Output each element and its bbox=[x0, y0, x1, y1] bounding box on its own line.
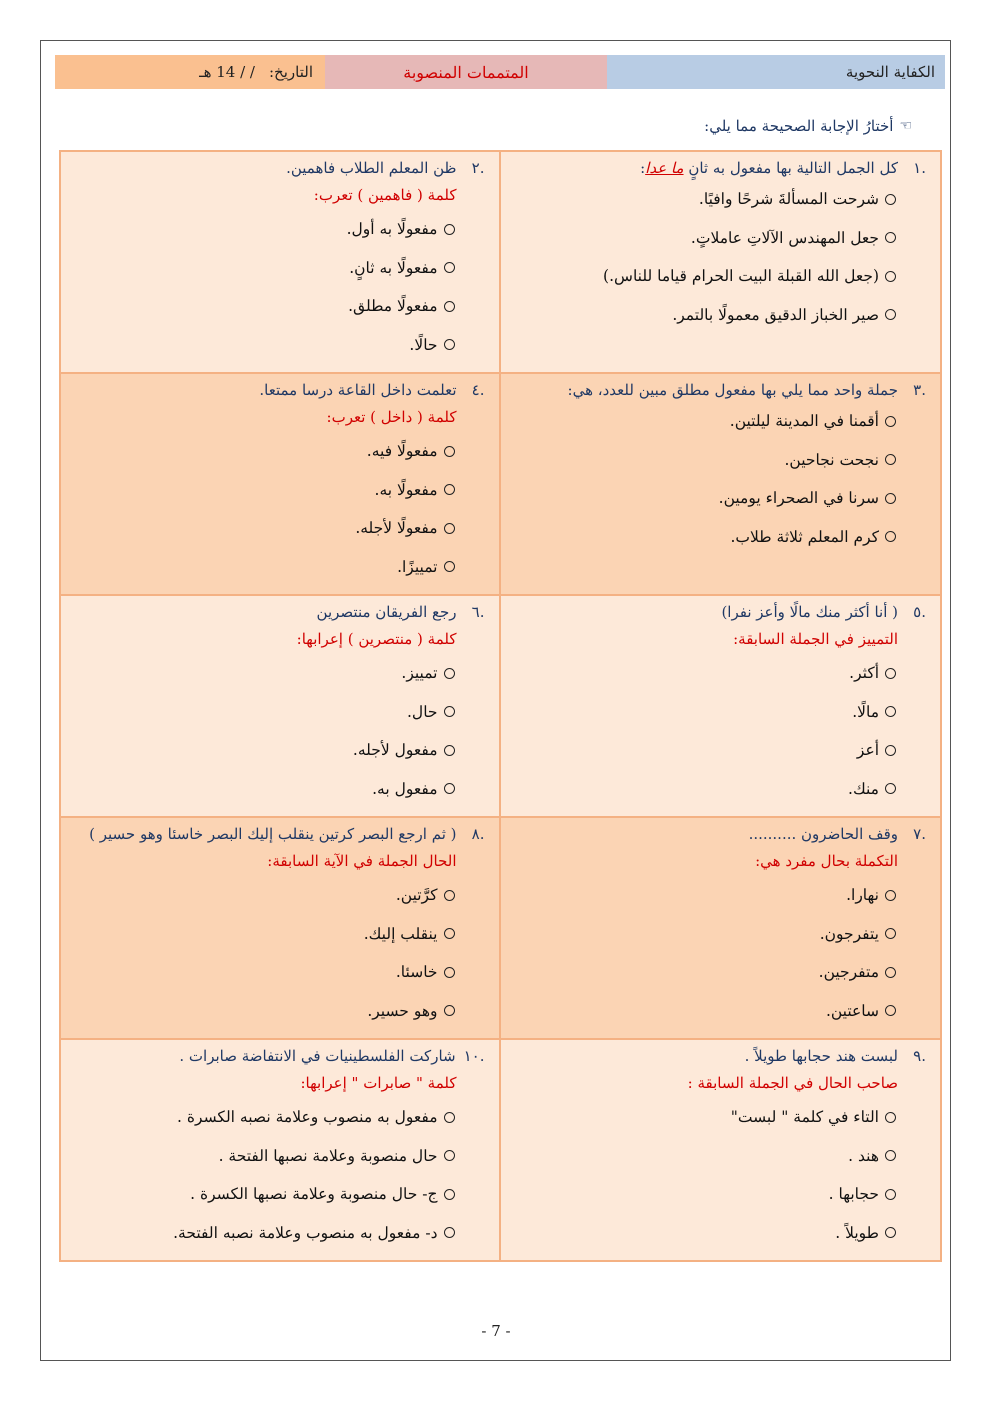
answer-option[interactable] bbox=[75, 770, 485, 809]
radio-circle-icon[interactable] bbox=[444, 745, 455, 756]
answer-option[interactable] bbox=[515, 654, 927, 693]
question-text bbox=[640, 156, 898, 180]
question-number: .٩ bbox=[913, 1047, 926, 1065]
answer-option[interactable] bbox=[515, 992, 927, 1031]
table-row bbox=[61, 816, 940, 1038]
question-text bbox=[317, 600, 457, 624]
question-number: .٥ bbox=[913, 603, 926, 621]
radio-circle-icon[interactable] bbox=[885, 416, 896, 427]
answer-option-label: أكثر. bbox=[849, 664, 879, 682]
radio-circle-icon[interactable] bbox=[444, 783, 455, 794]
answer-option-label: مالًا. bbox=[852, 702, 879, 721]
question-text bbox=[89, 822, 456, 846]
answer-option[interactable] bbox=[75, 1175, 485, 1214]
radio-circle-icon[interactable] bbox=[885, 194, 896, 205]
question-text-main: لبست هند حجابها طويلاً . bbox=[744, 1047, 898, 1065]
question-cell bbox=[501, 596, 941, 816]
question-text-main: تعلمت داخل القاعة درسا ممتعا. bbox=[259, 381, 457, 399]
answer-option-label: منك. bbox=[848, 779, 879, 798]
question-stem bbox=[75, 822, 485, 846]
question-text-suffix: : bbox=[640, 159, 646, 177]
date-value: / / 14 هـ bbox=[199, 63, 255, 81]
radio-circle-icon[interactable] bbox=[885, 1112, 896, 1123]
answer-option[interactable] bbox=[75, 548, 485, 587]
answer-option-label: د- مفعول به منصوب وعلامة نصبه الفتحة. bbox=[173, 1223, 438, 1242]
question-text bbox=[749, 822, 898, 846]
answer-option[interactable] bbox=[75, 1137, 485, 1176]
answer-option[interactable] bbox=[75, 432, 485, 471]
instruction-text: أختارُ الإجابة الصحيحة مما يلي: bbox=[704, 117, 894, 135]
answer-option-label: تمييز. bbox=[401, 664, 438, 682]
answer-option-label: مفعولًا مطلق. bbox=[348, 297, 438, 315]
question-number: .٢ bbox=[471, 159, 485, 177]
answer-option-label: تمييزًا. bbox=[397, 557, 438, 576]
answer-option-label: (جعل الله القبلة البيت الحرام قياما للناس.) bbox=[603, 267, 879, 285]
radio-circle-icon[interactable] bbox=[885, 1005, 896, 1016]
answer-option-label: حجابها . bbox=[828, 1185, 879, 1203]
question-cell bbox=[61, 818, 501, 1038]
radio-circle-icon[interactable] bbox=[885, 745, 896, 756]
answer-option[interactable] bbox=[75, 731, 485, 770]
question-stem bbox=[515, 822, 927, 846]
radio-circle-icon[interactable] bbox=[885, 531, 896, 542]
subject-title: الكفاية النحوية bbox=[845, 63, 935, 81]
question-number: .٣ bbox=[913, 381, 926, 399]
answer-option-label: مفعولًا به. bbox=[374, 480, 438, 499]
question-number: .١٠ bbox=[463, 1047, 485, 1065]
answer-option[interactable] bbox=[515, 479, 927, 518]
answer-option[interactable] bbox=[515, 441, 927, 480]
table-row bbox=[61, 372, 940, 594]
table-row bbox=[61, 152, 940, 372]
question-stem bbox=[515, 156, 927, 180]
question-number: .١ bbox=[913, 159, 926, 177]
question-text bbox=[745, 1044, 898, 1068]
radio-circle-icon[interactable] bbox=[444, 446, 455, 457]
answer-option[interactable] bbox=[75, 876, 485, 915]
answer-option[interactable] bbox=[75, 509, 485, 548]
question-text-main: ظن المعلم الطلاب فاهمين. bbox=[286, 159, 457, 177]
question-text-main: كل الجمل التالية بها مفعول به ثانٍ bbox=[688, 159, 898, 177]
answer-option-label: جعل المهندس الآلاتِ عاملاتٍ. bbox=[690, 228, 879, 247]
question-cell bbox=[61, 152, 501, 372]
question-cell bbox=[501, 374, 941, 594]
answer-option-label: هند . bbox=[848, 1146, 879, 1165]
radio-circle-icon[interactable] bbox=[444, 890, 455, 901]
radio-circle-icon[interactable] bbox=[444, 1150, 455, 1161]
answer-option[interactable] bbox=[515, 1137, 927, 1176]
topic-title: المتممات المنصوبة bbox=[403, 62, 529, 82]
exception-phrase: ما عدا bbox=[645, 159, 684, 177]
answer-option-label: كرَّتين. bbox=[395, 886, 438, 904]
radio-circle-icon[interactable] bbox=[444, 1227, 455, 1238]
radio-circle-icon[interactable] bbox=[444, 339, 455, 350]
question-text bbox=[286, 156, 456, 180]
answer-option-label: التاء في كلمة " لبست" bbox=[730, 1108, 879, 1126]
radio-circle-icon[interactable] bbox=[885, 783, 896, 794]
answer-option-label: أقمنا في المدينة ليلتين. bbox=[729, 412, 879, 430]
answer-option[interactable] bbox=[515, 1098, 927, 1137]
question-cell bbox=[61, 374, 501, 594]
table-row bbox=[61, 594, 940, 816]
answer-option-label: كرم المعلم ثلاثة طلاب. bbox=[730, 527, 879, 546]
answer-option-label: متفرجين. bbox=[818, 963, 879, 981]
radio-circle-icon[interactable] bbox=[444, 668, 455, 679]
question-text bbox=[568, 378, 898, 402]
question-stem bbox=[515, 600, 927, 624]
answer-option[interactable] bbox=[515, 876, 927, 915]
radio-circle-icon[interactable] bbox=[444, 523, 455, 534]
question-subprompt: كلمة ( داخل ) تعرب: bbox=[326, 408, 457, 426]
answer-option[interactable] bbox=[75, 326, 485, 365]
answer-option-label: صير الخباز الدقيق معمولًا بالتمر. bbox=[672, 305, 879, 324]
radio-circle-icon[interactable] bbox=[444, 706, 455, 717]
answer-option[interactable] bbox=[515, 915, 927, 954]
answer-option-label: مفعولًا به أول. bbox=[346, 220, 438, 238]
radio-circle-icon[interactable] bbox=[885, 1150, 896, 1161]
question-cell bbox=[61, 596, 501, 816]
question-text-main: ( ثم ارجع البصر كرتين ينقلب إليك البصر خاسئا وهو حسير ) bbox=[89, 825, 457, 843]
answer-option[interactable] bbox=[75, 915, 485, 954]
answer-option-label: يتفرجون. bbox=[819, 924, 879, 943]
answer-option[interactable] bbox=[515, 296, 927, 335]
radio-circle-icon[interactable] bbox=[885, 668, 896, 679]
answer-option-label: حالًا. bbox=[409, 335, 438, 354]
questions-table bbox=[59, 150, 942, 1262]
topic-cell bbox=[325, 55, 607, 89]
answer-option-label: مفعولًا به ثانٍ. bbox=[349, 258, 438, 277]
radio-circle-icon[interactable] bbox=[444, 484, 455, 495]
radio-circle-icon[interactable] bbox=[885, 232, 896, 243]
question-text bbox=[179, 1044, 455, 1068]
page-number: - 7 - bbox=[481, 1322, 511, 1340]
radio-circle-icon[interactable] bbox=[444, 1189, 455, 1200]
answer-option[interactable] bbox=[515, 731, 927, 770]
answer-option-label: شرحت المسألةَ شرحًا وافيًا. bbox=[698, 190, 879, 208]
answer-option-label: مفعولًا فيه. bbox=[366, 442, 438, 460]
answer-option-label: وهو حسير. bbox=[367, 1001, 438, 1020]
instruction bbox=[704, 117, 912, 135]
answer-option[interactable] bbox=[75, 249, 485, 288]
radio-circle-icon[interactable] bbox=[444, 967, 455, 978]
answer-option-label: مفعول به منصوب وعلامة نصبه الكسرة . bbox=[177, 1108, 438, 1126]
radio-circle-icon[interactable] bbox=[885, 271, 896, 282]
radio-circle-icon[interactable] bbox=[885, 890, 896, 901]
question-number: .٨ bbox=[471, 825, 485, 843]
table-row bbox=[61, 1038, 940, 1260]
answer-option[interactable] bbox=[515, 219, 927, 258]
question-cell bbox=[501, 1040, 941, 1260]
question-number: .٧ bbox=[913, 825, 926, 843]
radio-circle-icon[interactable] bbox=[444, 561, 455, 572]
answer-option[interactable] bbox=[75, 992, 485, 1031]
radio-circle-icon[interactable] bbox=[444, 301, 455, 312]
answer-option[interactable] bbox=[515, 257, 927, 296]
radio-circle-icon[interactable] bbox=[885, 967, 896, 978]
answer-option[interactable] bbox=[75, 953, 485, 992]
answer-option-label: سرنا في الصحراء يومين. bbox=[718, 489, 879, 507]
answer-option-label: نهارا. bbox=[846, 886, 879, 904]
date-cell bbox=[55, 55, 325, 89]
question-cell bbox=[501, 152, 941, 372]
radio-circle-icon[interactable] bbox=[885, 928, 896, 939]
radio-circle-icon[interactable] bbox=[885, 1227, 896, 1238]
question-text-main: رجع الفريقان منتصرين bbox=[316, 603, 457, 621]
question-stem bbox=[75, 1044, 485, 1068]
radio-circle-icon[interactable] bbox=[444, 262, 455, 273]
subject-cell bbox=[607, 55, 945, 89]
question-subprompt: التكملة بحال مفرد هي: bbox=[755, 852, 898, 870]
question-stem bbox=[515, 1044, 927, 1068]
answer-option[interactable] bbox=[515, 180, 927, 219]
answer-option[interactable] bbox=[515, 770, 927, 809]
answer-option-label: ج- حال منصوبة وعلامة نصبها الكسرة . bbox=[190, 1185, 438, 1203]
question-text-main: وقف الحاضرون .......... bbox=[748, 825, 898, 843]
answer-option[interactable] bbox=[515, 953, 927, 992]
radio-circle-icon[interactable] bbox=[885, 1189, 896, 1200]
answer-option-label: أعز bbox=[856, 741, 879, 759]
question-subprompt: التمييز في الجملة السابقة: bbox=[733, 630, 898, 648]
radio-circle-icon[interactable] bbox=[444, 224, 455, 235]
answer-option[interactable] bbox=[515, 693, 927, 732]
radio-circle-icon[interactable] bbox=[885, 309, 896, 320]
answer-option-label: مفعولًا لأجله. bbox=[355, 519, 438, 537]
radio-circle-icon[interactable] bbox=[885, 706, 896, 717]
question-text bbox=[259, 378, 456, 402]
answer-option-label: خاسئا. bbox=[395, 963, 438, 981]
radio-circle-icon[interactable] bbox=[444, 1112, 455, 1123]
question-subprompt: كلمة ( منتصرين ) إعرابها: bbox=[296, 630, 457, 648]
answer-option[interactable] bbox=[75, 287, 485, 326]
pointing-hand-icon: ☜ bbox=[899, 118, 912, 134]
radio-circle-icon[interactable] bbox=[444, 928, 455, 939]
radio-circle-icon[interactable] bbox=[444, 1005, 455, 1016]
answer-option-label: نجحت نجاحين. bbox=[784, 450, 879, 469]
answer-option[interactable] bbox=[515, 1214, 927, 1253]
question-subprompt: كلمة " صابرات " إعرابها: bbox=[300, 1074, 457, 1092]
question-text bbox=[721, 600, 898, 624]
question-stem bbox=[75, 600, 485, 624]
answer-option-label: مفعول به. bbox=[372, 779, 438, 798]
date-label: التاريخ: bbox=[269, 63, 313, 81]
question-number: .٤ bbox=[471, 381, 485, 399]
radio-circle-icon[interactable] bbox=[885, 493, 896, 504]
answer-option[interactable] bbox=[75, 1214, 485, 1253]
question-subprompt: كلمة ( فاهمين ) تعرب: bbox=[313, 186, 457, 204]
question-stem bbox=[75, 156, 485, 180]
question-text-main: ( أنا أكثر منك مالًا وأعز نفرا) bbox=[721, 603, 898, 621]
answer-option[interactable] bbox=[75, 654, 485, 693]
radio-circle-icon[interactable] bbox=[885, 454, 896, 465]
answer-option[interactable] bbox=[515, 1175, 927, 1214]
question-subprompt: صاحب الحال في الجملة السابقة : bbox=[687, 1074, 898, 1092]
answer-option[interactable] bbox=[75, 210, 485, 249]
answer-option[interactable] bbox=[515, 518, 927, 557]
answer-option-label: طويلاً . bbox=[835, 1223, 879, 1242]
question-text-main: جملة واحد مما يلي بها مفعول مطلق مبين للعدد، هي: bbox=[567, 381, 898, 399]
question-cell bbox=[501, 818, 941, 1038]
answer-option[interactable] bbox=[515, 402, 927, 441]
header-bar bbox=[55, 55, 945, 89]
answer-option-label: ساعتين. bbox=[825, 1001, 879, 1020]
question-number: .٦ bbox=[471, 603, 485, 621]
answer-option-label: حال. bbox=[407, 702, 438, 721]
answer-option[interactable] bbox=[75, 1098, 485, 1137]
question-text-main: شاركت الفلسطينيات في الانتفاضة صابرات . bbox=[179, 1047, 456, 1065]
question-subprompt: الحال الجملة في الآية السابقة: bbox=[267, 852, 457, 870]
answer-option-label: ينقلب إليك. bbox=[363, 924, 438, 943]
question-stem bbox=[75, 378, 485, 402]
answer-option[interactable] bbox=[75, 693, 485, 732]
question-stem bbox=[515, 378, 927, 402]
answer-option-label: حال منصوبة وعلامة نصبها الفتحة . bbox=[218, 1146, 438, 1165]
answer-option-label: مفعول لأجله. bbox=[352, 741, 438, 759]
answer-option[interactable] bbox=[75, 471, 485, 510]
question-cell bbox=[61, 1040, 501, 1260]
